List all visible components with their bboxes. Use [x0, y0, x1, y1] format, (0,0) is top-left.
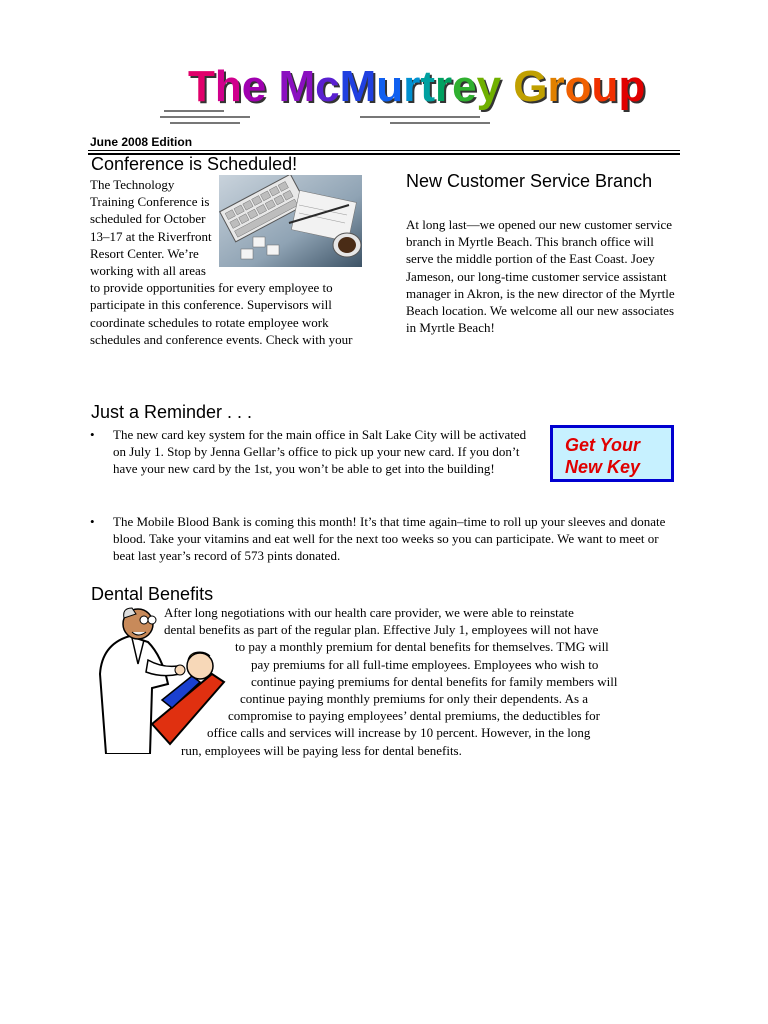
header-rule	[88, 150, 680, 151]
title-letter: M	[339, 62, 377, 111]
title-letter: e	[452, 62, 477, 111]
get-new-key-callout	[550, 425, 674, 482]
dental-line: continue paying monthly premiums for only their dependents. As a	[240, 691, 589, 707]
title-letter: r	[403, 62, 421, 111]
title-letter: r	[547, 62, 565, 111]
dental-heading: Dental Benefits	[91, 584, 214, 604]
title-letter: c	[315, 62, 340, 111]
dental-line: dental benefits as part of the regular plan. Effective July 1, employees will not have	[164, 622, 599, 638]
dental-line: compromise to paying employees’ dental premiums, the deductibles for	[228, 708, 600, 724]
dental-article	[90, 604, 680, 759]
title-letter: y	[476, 62, 502, 111]
dental-line: continue paying premiums for dental benefits for family members will	[251, 673, 618, 689]
conference-heading: Conference is Scheduled!	[91, 154, 298, 174]
newsletter-title	[188, 62, 645, 112]
title-letter: h	[214, 62, 242, 111]
title-letter: u	[591, 62, 619, 111]
title-letter: G	[513, 62, 548, 111]
title-letter: u	[376, 62, 404, 111]
dental-line: to pay a monthly premium for dental benefits for themselves. TMG will	[235, 639, 609, 655]
speed-stripe	[390, 122, 490, 124]
conference-article	[90, 176, 362, 348]
title-letter: e	[241, 62, 267, 111]
branch-heading: New Customer Service Branch	[406, 171, 653, 191]
dental-line: After long negotiations with our health care provider, we were able to reinstate	[164, 605, 574, 620]
edition-label: June 2008 Edition	[90, 135, 193, 149]
reminder-list	[90, 426, 538, 478]
dental-line: run, employees will be paying less for dental benefits.	[181, 742, 462, 758]
title-letter: p	[618, 62, 646, 111]
speed-stripe	[160, 116, 250, 118]
speed-stripe	[170, 122, 240, 124]
reminder-list	[90, 513, 680, 565]
title-letter: T	[188, 62, 215, 111]
masthead	[160, 60, 646, 130]
title-letter: M	[278, 62, 316, 111]
callout-line: New Key	[565, 457, 641, 477]
title-letter	[266, 62, 278, 111]
callout-line: Get Your	[565, 435, 641, 455]
title-letter: o	[564, 62, 592, 111]
list-item: • The new card key system for the main office in Salt Lake City will be activated on July 1. Stop by Jenna Gellar’s office to pick up your new card. If you don’t have your new card by the 1st, you won’t be able to get into the building!	[90, 426, 538, 478]
title-letter	[501, 62, 513, 111]
conference-body: The Technology Training Conference is scheduled for October 13–17 at the Riverfront Resort Center. We’re working with all areas to provide opportunities for every employee to participate in this conference. Supervisors will coordinate schedules to rotate employee work schedules and conference events. Check with your	[90, 177, 353, 347]
title-letter: r	[434, 62, 453, 111]
title-letter: t	[420, 62, 435, 111]
dental-line: office calls and services will increase by 10 percent. However, in the long	[207, 725, 591, 741]
list-item: • The Mobile Blood Bank is coming this month! It’s that time again–time to roll up your sleeves and donate blood. Take your vitamins and eat well for the next too weeks so you can participate. We want to meet or beat last year’s record of 573 pints donated.	[90, 513, 680, 565]
branch-body: At long last—we opened our new customer service branch in Myrtle Beach. This branch office will serve the middle portion of the East Coast. Joey Jameson, our long-time customer service assistant manager in Akron, is the new director of the Myrtle Beach location. We welcome all our new associates in Myrtle Beach!	[406, 217, 675, 336]
dental-line: pay premiums for all full-time employees. Employees who wish to	[251, 656, 599, 672]
speed-stripe	[360, 116, 480, 118]
reminder-heading: Just a Reminder . . .	[91, 402, 253, 422]
